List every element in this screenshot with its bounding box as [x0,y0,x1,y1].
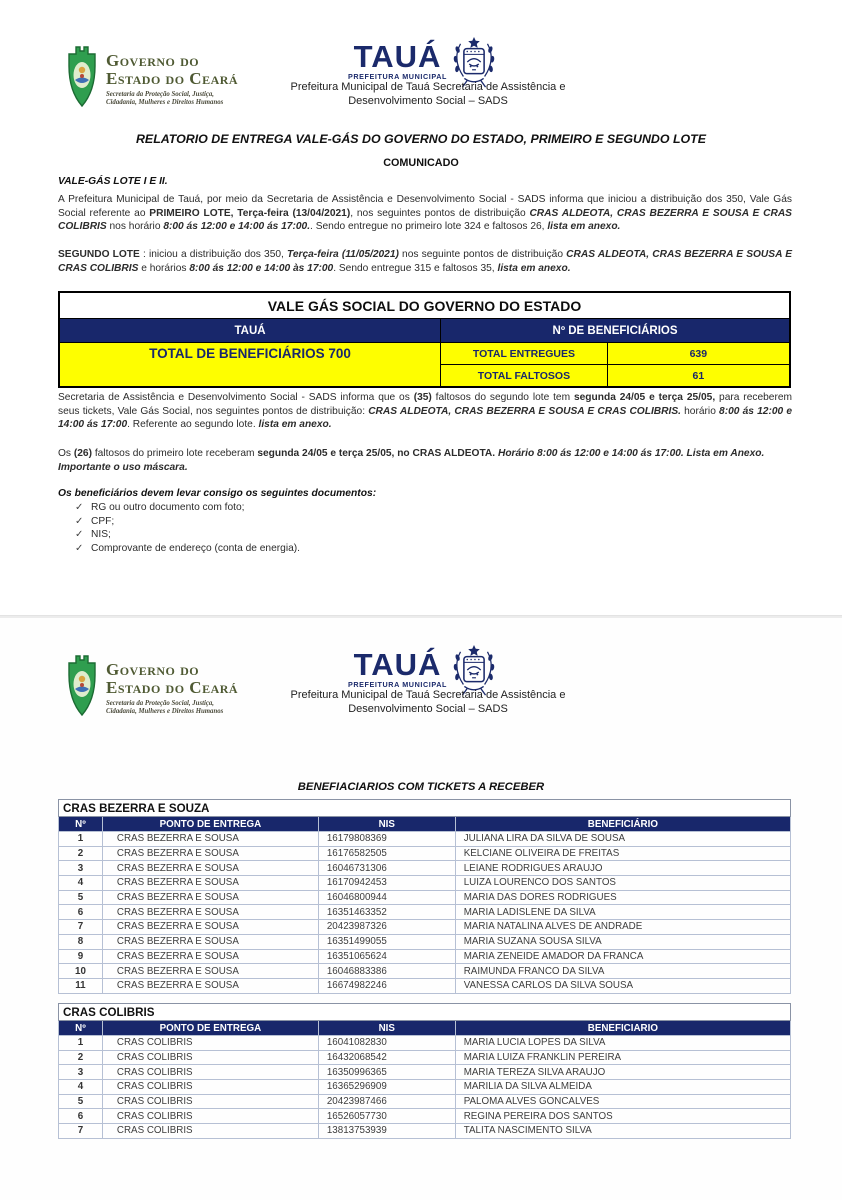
text-run: 8:00 ás 12:00 e 14:00 às 17:00 [189,262,334,274]
table-cell: CRAS COLIBRIS [102,1080,318,1095]
table-cell: MARIA ZENEIDE AMADOR DA FRANCA [455,949,790,964]
text-run: , nos seguintes pontos de distribuição [350,207,530,219]
gov-name-line2: Estado do Ceará [106,678,239,697]
table-cell: 1 [59,832,103,847]
text-run: (35) [413,392,432,403]
summary-table-title: VALE GÁS SOCIAL DO GOVERNO DO ESTADO [59,292,790,319]
gov-name-line2: Estado do Ceará [106,69,239,88]
table-cell: MARIA LUCIA LOPES DA SILVA [455,1036,790,1051]
table-cell: 8 [59,934,103,949]
taua-name: TAUÁ [353,39,442,74]
table-cell: 6 [59,1109,103,1124]
taua-wordmark [340,647,455,689]
summary-col2-header: Nº DE BENEFICIÁRIOS [441,319,790,343]
text-run: A Prefeitura Municipal de Tauá, por meio da Secretaria de Assistência e Desenvolvimento Social - SADS informa que iniciou a distribuição dos 350, Vale Gás Social referente ao [58,194,792,219]
taua-subtitle: PREFEITURA MUNICIPAL [347,680,448,689]
gov-sub-line2: Cidadania, Mulheres e Direitos Humanos [106,708,224,715]
text-run: . Sendo entregue 315 e faltosos 35, [333,262,498,274]
table-cell: 16041082830 [318,1036,455,1051]
text-run: lista em anexo. [547,221,621,233]
table-cell: LEIANE RODRIGUES ARAUJO [455,861,790,876]
documents-heading: Os beneficiários devem levar consigo os seguintes documentos: [58,488,377,499]
table-cell: CRAS BEZERRA E SOUSA [102,876,318,891]
checklist-item-label: RG ou outro documento com foto; [91,502,245,513]
table-cell: MARIA LUIZA FRANKLIN PEREIRA [455,1050,790,1065]
table-row [59,964,791,979]
summary-row-entregues [59,343,790,365]
table-row [59,1050,791,1065]
text-run: Secretaria de Assistência e Desenvolvimento Social - SADS informa que os [58,392,414,403]
table-cell: MARIA NATALINA ALVES DE ANDRADE [455,920,790,935]
checklist-item [75,529,111,540]
text-run: Os [58,448,74,459]
text-run: Terça-feira (11/05/2021) [287,249,399,260]
gov-name-line1: Governo do [106,660,200,679]
paragraph-lote1 [58,193,792,234]
table-cell: 11 [59,978,103,993]
table-row [59,876,791,891]
table-row [59,934,791,949]
beneficiaries-table-colibris [58,1003,791,1139]
text-run: 8:00 ás 12:00 e 14:00 ás 17:00 [58,405,793,431]
text-run: PRIMEIRO LOTE, Terça-feira (13/04/2021) [149,207,351,219]
column-header: Nº [59,817,103,832]
text-run: segunda 24/05 e terça 25/05, no CRAS ALDEOTA. [257,448,496,459]
org-subtitle [278,688,578,716]
table-cell: CRAS COLIBRIS [102,1050,318,1065]
gov-sub-line2: Cidadania, Mulheres e Direitos Humanos [106,99,224,106]
org-line1: Prefeitura Municipal de Tauá Secretaria de Assistência e [290,689,566,701]
check-icon: ✓ [75,516,84,527]
summary-faltosos-value: 61 [607,365,790,388]
table-cell: REGINA PEREIRA DOS SANTOS [455,1109,790,1124]
section-title-row [59,800,791,817]
text-run: Importante o uso máscara. [58,461,188,473]
text-run: faltosos do primeiro lote receberam [91,448,258,459]
text-run: (26) [73,448,92,459]
text-run: CRAS ALDEOTA, CRAS BEZERRA E SOUSA E CRAS COLIBRIS [58,249,792,274]
table-cell: 20423987466 [318,1094,455,1109]
table-cell: CRAS BEZERRA E SOUSA [102,890,318,905]
column-header: NIS [318,1021,455,1036]
summary-faltosos-label: TOTAL FALTOSOS [441,365,608,388]
table-cell: CRAS BEZERRA E SOUSA [102,846,318,861]
gov-name-line1: Governo do [106,51,200,70]
org-line1: Prefeitura Municipal de Tauá Secretaria de Assistência e [290,81,566,93]
table-cell: 16176582505 [318,846,455,861]
checklist-item [75,502,244,513]
text-run: para receberem seus tickets, Vale Gás Social, nos seguintes pontos de distribuição: [58,392,792,417]
table-cell: CRAS COLIBRIS [102,1124,318,1139]
gov-sub-line1: Secretaria da Proteção Social, Justiça, [106,700,214,707]
table-cell: CRAS BEZERRA E SOUSA [102,964,318,979]
table-cell: 16351065624 [318,949,455,964]
summary-entregues-value: 639 [607,343,790,365]
column-header: NIS [318,817,455,832]
taua-subtitle: PREFEITURA MUNICIPAL [347,72,448,81]
summary-col1-header: TAUÁ [59,319,441,343]
org-line2: Desenvolvimento Social – SADS [348,95,508,107]
table-row [59,832,791,847]
table-cell: VANESSA CARLOS DA SILVA SOUSA [455,978,790,993]
table-cell: JULIANA LIRA DA SILVA DE SOUSA [455,832,790,847]
org-line2: Desenvolvimento Social – SADS [348,703,508,715]
comunicado-heading: COMUNICADO [383,157,459,169]
text-run: faltosos do segundo lote tem [431,392,574,403]
table-row [59,978,791,993]
table-cell: 5 [59,1094,103,1109]
table-cell: KELCIANE OLIVEIRA DE FREITAS [455,846,790,861]
table-header-row [59,1021,791,1036]
table-cell: 3 [59,861,103,876]
text-run: e horários [138,262,190,274]
table-row [59,1080,791,1095]
table-cell: CRAS BEZERRA E SOUSA [102,934,318,949]
table-cell: CRAS BEZERRA E SOUSA [102,978,318,993]
table-cell: 16179808369 [318,832,455,847]
table-cell: CRAS BEZERRA E SOUSA [102,832,318,847]
table-cell: 10 [59,964,103,979]
table-cell: 16046883386 [318,964,455,979]
table-row [59,949,791,964]
table-row [59,1065,791,1080]
checklist-item [75,543,300,554]
table-row [59,890,791,905]
text-run: SEGUNDO LOTE [58,249,140,260]
text-run: nos seguinte pontos de distribuição [398,249,567,260]
text-run: CRAS ALDEOTA, CRAS BEZERRA E SOUSA E CRAS COLIBRIS. [368,405,681,417]
table-cell: MARIA DAS DORES RODRIGUES [455,890,790,905]
table-row [59,1109,791,1124]
table-row [59,920,791,935]
table-cell: PALOMA ALVES GONCALVES [455,1094,790,1109]
table-cell: 16351499055 [318,934,455,949]
section-title-row [59,1004,791,1021]
table-cell: 16526057730 [318,1109,455,1124]
text-run: horário [680,405,720,417]
report-title: RELATORIO DE ENTREGA VALE-GÁS DO GOVERNO DO ESTADO, PRIMEIRO E SEGUNDO LOTE [135,132,706,146]
table-cell: 1 [59,1036,103,1051]
table-cell: MARIA LADISLENE DA SILVA [455,905,790,920]
table-cell: 16170942453 [318,876,455,891]
table-cell: 16046731306 [318,861,455,876]
table-cell: 3 [59,1065,103,1080]
table-cell: 6 [59,905,103,920]
gov-text-block [106,661,238,716]
table-cell: 13813753939 [318,1124,455,1139]
table-cell: 16432068542 [318,1050,455,1065]
table-cell: RAIMUNDA FRANCO DA SILVA [455,964,790,979]
table-cell: 16674982246 [318,978,455,993]
table-cell: 20423987326 [318,920,455,935]
column-header: PONTO DE ENTREGA [102,1021,318,1036]
table-cell: 7 [59,1124,103,1139]
section-title: CRAS BEZERRA E SOUZA [59,800,791,817]
gov-sub-line1: Secretaria da Proteção Social, Justiça, [106,91,214,98]
paragraph-faltosos-lote2 [58,391,792,432]
text-run: lista em anexo. [258,419,332,431]
column-header: BENEFICIÁRIO [455,817,790,832]
table-cell: 4 [59,1080,103,1095]
text-run: lista em anexo. [497,262,571,274]
table-cell: 16350996365 [318,1065,455,1080]
table-cell: 7 [59,920,103,935]
table-cell: MARIA TEREZA SILVA ARAUJO [455,1065,790,1080]
summary-header-row [59,319,790,343]
table-cell: CRAS COLIBRIS [102,1094,318,1109]
table-cell: 2 [59,846,103,861]
text-run: 8:00 ás 12:00 e 14:00 ás 17:00. [163,221,311,233]
paragraph-lote2 [58,248,792,275]
table-cell: CRAS COLIBRIS [102,1036,318,1051]
checklist-item-label: NIS; [91,529,111,540]
table-cell: 16365296909 [318,1080,455,1095]
check-icon: ✓ [75,502,84,513]
column-header: Nº [59,1021,103,1036]
lote-heading: VALE-GÁS LOTE I E II. [58,176,168,187]
summary-table [58,291,791,388]
table-row [59,846,791,861]
gov-text-block [106,52,238,107]
table-row [59,1036,791,1051]
table-row [59,905,791,920]
table-cell: CRAS BEZERRA E SOUSA [102,861,318,876]
table-cell: CRAS COLIBRIS [102,1065,318,1080]
table-cell: CRAS BEZERRA E SOUSA [102,920,318,935]
text-run: CRAS ALDEOTA, CRAS BEZERRA E SOUSA E CRAS COLIBRIS [58,207,792,233]
ceara-crest-icon [62,651,102,719]
ceara-crest-icon [62,42,102,110]
table-header-row [59,817,791,832]
column-header: PONTO DE ENTREGA [102,817,318,832]
org-subtitle [278,80,578,108]
text-run: . Referente ao segundo lote. [127,419,259,431]
section-title: CRAS COLIBRIS [59,1004,791,1021]
table-cell: CRAS BEZERRA E SOUSA [102,949,318,964]
table-cell: LUIZA LOURENCO DOS SANTOS [455,876,790,891]
table-cell: CRAS COLIBRIS [102,1109,318,1124]
check-icon: ✓ [75,529,84,540]
beneficiaries-title: BENEFIACIARIOS COM TICKETS A RECEBER [297,781,545,793]
summary-entregues-label: TOTAL ENTREGUES [441,343,608,365]
table-cell: 16046800944 [318,890,455,905]
checklist-item [75,516,114,527]
table-row [59,1094,791,1109]
text-run: : iniciou a distribuição dos 350, [139,249,287,260]
text-run: nos horário [106,221,164,233]
text-run: . Sendo entregue no primeiro lote 324 e faltosos 26, [310,221,548,233]
table-cell: 2 [59,1050,103,1065]
table-cell: TALITA NASCIMENTO SILVA [455,1124,790,1139]
check-icon: ✓ [75,543,84,554]
text-run: segunda 24/05 e terça 25/05, [573,392,716,403]
beneficiaries-table-bezerra [58,799,791,994]
table-cell: MARIA SUZANA SOUSA SILVA [455,934,790,949]
taua-wordmark [340,39,455,81]
ceara-state-logo [62,42,102,115]
summary-title-row [59,292,790,319]
taua-name: TAUÁ [353,647,442,682]
checklist-item-label: Comprovante de endereço (conta de energia). [91,543,300,554]
summary-total-cell: TOTAL DE BENEFICIÁRIOS 700 [59,343,441,388]
table-row [59,861,791,876]
table-cell: 4 [59,876,103,891]
ceara-state-logo [62,651,102,724]
table-row [59,1124,791,1139]
checklist-item-label: CPF; [91,516,115,527]
text-run: Horário 8:00 ás 12:00 e 14:00 ás 17:00. Lista em Anexo. [497,448,765,459]
column-header: BENEFICIARIO [455,1021,790,1036]
table-cell: 5 [59,890,103,905]
paragraph-faltosos-lote1 [58,447,792,474]
table-cell: MARILIA DA SILVA ALMEIDA [455,1080,790,1095]
table-cell: 16351463352 [318,905,455,920]
table-cell: CRAS BEZERRA E SOUSA [102,905,318,920]
page-2 [0,618,842,1200]
table-cell: 9 [59,949,103,964]
